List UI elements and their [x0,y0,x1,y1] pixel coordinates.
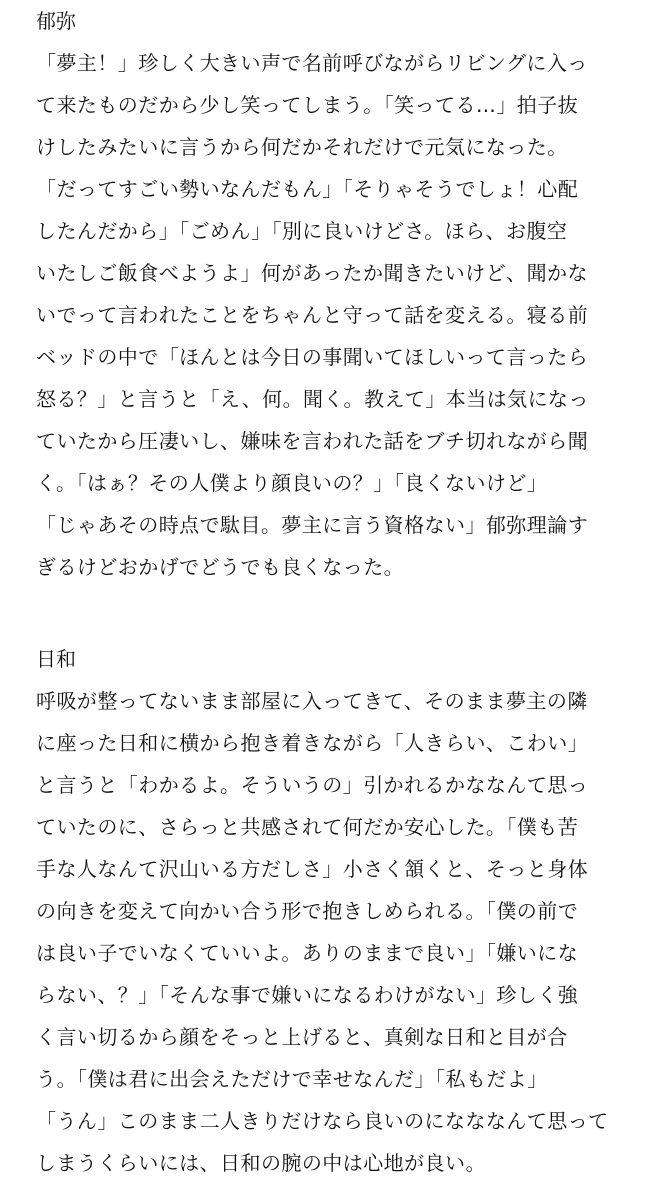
text-line: ていたのに、さらっと共感されて何だか安心した。「僕も苦 [36,815,579,839]
story-page [36,0,654,1200]
text-line: いでって言われたことをちゃんと守って話を変える。寝る前 [36,303,589,327]
text-line: は良い子でいなくていいよ。ありのままで良い」「嫌いにな [36,941,579,965]
text-line: 怒る？」と言うと「え、何。聞く。教えて」本当は気になっ [36,387,589,411]
text-line: けしたみたいに言うから何だかそれだけで元気になった。 [36,135,568,159]
text-line: したんだから」「ごめん」「別に良いけどさ。ほら、お腹空 [36,219,568,243]
text-line: と言うと「わかるよ。そういうの」引かれるかななんて思っ [36,773,589,797]
text-line: に座った日和に横から抱き着きながら「人きらい、こわい」 [36,731,589,755]
text-line: ていたから圧凄いし、嫌味を言われた話をブチ切れながら聞 [36,429,589,453]
section-title-ikuya: 郁弥 [36,9,76,33]
text-line: の向きを変えて向かい合う形で抱きしめられる。「僕の前で [36,899,579,923]
text-line: く。「はぁ？その人僕より顔良いの？」「良くないけど」 [36,471,548,495]
text-line: ぎるけどおかげでどうでも良くなった。 [36,555,405,579]
text-line: 「夢主！」珍しく大きい声で名前呼びながらリビングに入っ [36,51,588,75]
text-line: く言い切るから顔をそっと上げると、真剣な日和と目が合 [36,1025,568,1049]
text-line: 「だってすごい勢いなんだもん」「そりゃそうでしょ！心配 [36,177,579,201]
text-line: 呼吸が整ってないまま部屋に入ってきて、そのまま夢主の隣 [36,689,588,713]
section-title-hiyori: 日和 [36,647,76,671]
text-line: 「じゃあその時点で駄目。夢主に言う資格ない」郁弥理論す [36,513,589,537]
text-line: 手な人なんて沢山いる方だしさ」小さく頷くと、そっと身体 [36,857,589,881]
text-line: らない、？」「そんな事で嫌いになるわけがない」珍しく強 [36,983,579,1007]
text-line: いたしご飯食べようよ」何があったか聞きたいけど、聞かな [36,261,588,285]
text-line: 「うん」このまま二人きりだけなら良いのになななんて思って [36,1109,609,1133]
text-line: ベッドの中で「ほんとは今日の事聞いてほしいって言ったら [36,345,589,369]
text-line: う。「僕は君に出会えただけで幸せなんだ」「私もだよ」 [36,1067,548,1091]
text-line: て来たものだから少し笑ってしまう。「笑ってる…」拍子抜 [36,93,579,117]
text-line: しまうくらいには、日和の腕の中は心地が良い。 [36,1151,486,1175]
